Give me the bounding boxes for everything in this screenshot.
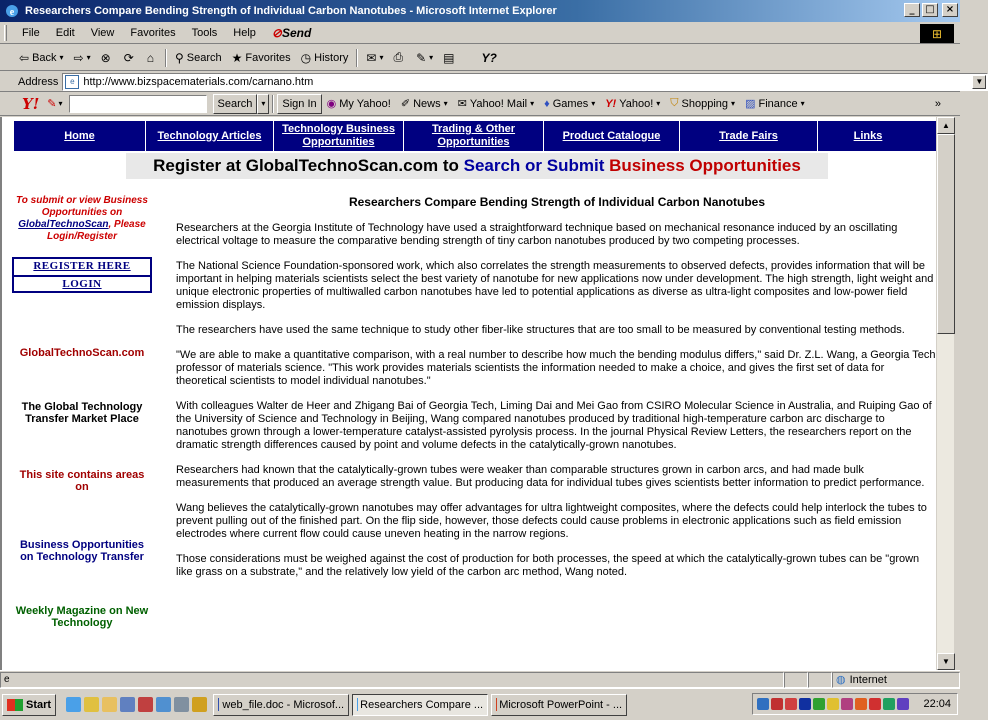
svg-text:e: e <box>9 7 15 18</box>
taskbar <box>0 688 960 720</box>
page-content <box>0 117 936 670</box>
dropdown-icon: ▾ <box>443 99 448 108</box>
yahoo-label: Yahoo! <box>619 97 654 110</box>
tray-icon[interactable] <box>757 698 769 710</box>
stop-button[interactable] <box>96 51 119 65</box>
auth-box <box>12 257 152 293</box>
nav-label: Technology Business <box>282 123 395 135</box>
address-input[interactable] <box>62 73 988 91</box>
status-bar <box>0 670 960 688</box>
send-icon: ⊘ <box>271 25 282 40</box>
more-chevron-icon[interactable]: » <box>934 97 941 110</box>
nav-technology-business-opportunities[interactable] <box>274 121 404 151</box>
window-title: Researchers Compare Bending Strength of Individual Carbon Nanotubes - Microsoft Internet Explorer <box>25 5 557 17</box>
player-quicklaunch-icon[interactable] <box>192 697 207 712</box>
dropdown-icon: ▾ <box>530 99 535 108</box>
menu-view[interactable]: View <box>90 26 115 39</box>
mail-icon: ✉ <box>457 98 467 110</box>
history-button[interactable] <box>296 51 354 65</box>
edit-button[interactable] <box>411 51 438 65</box>
address-dropdown-icon[interactable]: ▼ <box>972 75 986 89</box>
clock[interactable]: 22:04 <box>923 698 951 710</box>
print-button[interactable] <box>388 50 411 65</box>
tray-icon[interactable] <box>813 698 825 710</box>
forward-button[interactable] <box>69 51 96 65</box>
article-title: Researchers Compare Bending Strength of Individual Carbon Nanotubes <box>348 195 766 209</box>
nav-trade-fairs[interactable] <box>680 121 818 151</box>
forward-arrow-icon: ⇨ <box>73 50 84 65</box>
news-label: News <box>413 97 441 110</box>
banner-text-1: Register at GlobalTechnoScan.com to <box>153 156 464 175</box>
article-paragraph: Researchers at the Georgia Institute of Technology have used a straightforward technique based on mechanical resonance induced by an oscillating electrical voltage to measure the comparative bending strength of tiny carbon nanotubes produced by two competing processes. <box>176 222 898 247</box>
article-paragraph: "We are able to make a quantitative comparison, with a real number to describe how much the bending modulus differs," said Dr. Z.L. Wang, a Georgia Tech professor of materials science. "This work provides materials scientists the information needed to make a choice, and gives the first set of data for theoretical scientists to model individual nanotubes." <box>176 349 936 387</box>
status-panel <box>808 672 832 688</box>
site-contains-text: This site contains areas on <box>19 469 145 493</box>
yahoo-search-dropdown[interactable]: ▾ <box>257 94 269 114</box>
tray-icon[interactable] <box>883 698 895 710</box>
media-quicklaunch-icon[interactable] <box>138 697 153 712</box>
dropdown-icon: ▾ <box>379 53 384 62</box>
language-icon[interactable] <box>799 698 811 710</box>
discuss-button[interactable] <box>438 51 462 65</box>
address-bar <box>0 72 984 92</box>
page-icon: e <box>65 75 79 89</box>
article-paragraph: Those considerations must be weighed against the cost of production for both processes, the speed at which the catalytically-grown tubes can be "grown like grass on a substrate," and the relatively low yield of the carbon arc method, Wang noted. <box>176 553 920 578</box>
my-yahoo-link[interactable] <box>322 97 396 110</box>
dropdown-icon: ▾ <box>429 53 434 62</box>
yahoo-search-button[interactable]: Search <box>213 94 258 114</box>
article <box>176 195 938 591</box>
vertical-scrollbar[interactable] <box>936 117 954 670</box>
start-label: Start <box>26 698 52 711</box>
dropdown-icon: ▾ <box>656 99 661 108</box>
tagline: The Global Technology Transfer Market Place <box>21 401 143 425</box>
menu-edit[interactable]: Edit <box>55 26 75 39</box>
brand-logo[interactable] <box>12 347 152 359</box>
nav-label: Links <box>853 129 883 142</box>
my-yahoo-icon: ◉ <box>326 98 337 110</box>
article-paragraph: Researchers had known that the catalytically-grown tubes were weaker than comparable structures grown in carbon arcs, and had made bulk measurements that produced an average strength value. But producing data for individual tubes gives scientists better information to predict performance. <box>176 464 925 489</box>
nav-product-catalogue[interactable] <box>544 121 680 151</box>
shopping-link[interactable] <box>665 97 740 110</box>
site-nav <box>14 121 938 151</box>
task-label: web_file.doc - Microsof... <box>222 698 345 711</box>
send-label: Send <box>281 25 312 40</box>
toolbar-separator <box>356 49 358 67</box>
my-yahoo-label: My Yahoo! <box>339 97 391 110</box>
zone-label: Internet <box>849 673 887 686</box>
page-done-icon: e <box>4 674 10 685</box>
dropdown-icon: ▾ <box>86 53 91 62</box>
edit-icon: ✎ <box>416 50 427 65</box>
submit-notice-text: To submit or view Business Opportunities on <box>16 195 148 218</box>
tray-icon[interactable] <box>771 698 783 710</box>
banner-text-3: Business Opportunities <box>609 156 801 175</box>
home-button[interactable] <box>142 51 162 65</box>
zone-panel <box>832 672 960 688</box>
pencil-icon[interactable]: ✎ <box>47 98 57 110</box>
messenger-icon: Y? <box>481 50 497 65</box>
toolbar-grip[interactable] <box>4 25 7 41</box>
favorites-button[interactable] <box>227 51 296 65</box>
task-label: Researchers Compare ... <box>360 698 484 711</box>
folder-quicklaunch-icon[interactable] <box>102 697 117 712</box>
scroll-down-icon[interactable]: ▼ <box>937 653 955 670</box>
windows-logo-icon: ⊞ <box>920 24 954 43</box>
menu-tools[interactable]: Tools <box>191 26 218 39</box>
weekly-magazine-text[interactable]: Weekly Magazine on New Technology <box>15 605 149 629</box>
sidebar <box>12 195 152 629</box>
search-quicklaunch-icon[interactable] <box>84 697 99 712</box>
submit-notice <box>12 195 152 243</box>
article-paragraph: The National Science Foundation-sponsored work, which also correlates the strength measurements to observed defects, provides information that will be important in helping materials scientists select the best variety of nanotube for new applications now under development. The high strength, light weight and unique electronic properties of multiwalled carbon nanotubes have led to potential applications as diverse as ultra-light composites and low-power field emission displays. <box>176 260 934 311</box>
globe-icon: ◍ <box>836 674 846 686</box>
nav-label: Opportunities <box>437 136 510 148</box>
search-label: Search <box>186 51 222 64</box>
article-paragraph: Wang believes the catalytically-grown nanotubes may offer advantages for ultra lightweight composites, where the defects could help interlock the tubes to prevent pulling out of the finished part. On the flip side, however, those defects could cause problems in electronic applications such as field emission electrodes where current flow could cause uneven heating in the narrow regions. <box>176 502 927 540</box>
nav-label: Home <box>64 129 95 142</box>
mail-icon: ✉ <box>366 50 377 65</box>
menu-file[interactable]: File <box>22 26 40 39</box>
task-ie[interactable] <box>352 694 488 716</box>
news-icon: ✐ <box>400 98 411 110</box>
messenger-button[interactable] <box>477 51 505 65</box>
games-label: Games <box>552 97 589 110</box>
maximize-button[interactable]: □ <box>922 3 938 17</box>
tray-icon[interactable] <box>855 698 867 710</box>
yahoo-logo[interactable]: Y! <box>22 94 40 113</box>
task-word[interactable] <box>213 694 349 716</box>
favorites-label: Favorites <box>245 51 291 64</box>
ie-quicklaunch-icon[interactable] <box>66 697 81 712</box>
menu-help[interactable]: Help <box>233 26 256 39</box>
favorites-icon: ★ <box>231 50 243 65</box>
status-text-panel <box>0 672 784 688</box>
toolbar-separator <box>165 49 167 67</box>
login-link[interactable]: LOGIN <box>14 275 150 291</box>
brand-text: GlobalTechnoScan.com <box>19 347 145 359</box>
mail-button[interactable] <box>361 51 388 65</box>
finance-icon: ▨ <box>745 98 756 110</box>
history-icon: ◷ <box>300 50 312 65</box>
dropdown-icon: ▾ <box>59 53 64 62</box>
start-button[interactable] <box>2 694 56 716</box>
news-link[interactable] <box>396 97 453 110</box>
scroll-thumb[interactable] <box>937 134 955 334</box>
nav-trading-opportunities[interactable] <box>404 121 544 151</box>
tray-icon[interactable] <box>827 698 839 710</box>
nav-label: Technology Articles <box>157 129 262 142</box>
shopping-icon: ⛉ <box>670 97 679 109</box>
menu-send[interactable] <box>264 26 319 40</box>
status-panel <box>784 672 808 688</box>
back-label: Back <box>32 51 57 64</box>
menu-bar <box>0 22 960 44</box>
tray-icon[interactable] <box>785 698 797 710</box>
yahoo-mail-link[interactable] <box>453 97 540 110</box>
article-paragraph: With colleagues Walter de Heer and Zhigang Bai of Georgia Tech, Liming Dai and Mei Gao from CSIRO Molecular Science in Australia, and Ruiping Gao of the University of Science and Technology in Beijing, Wang compared nanotubes produced by traditional high-temperature carbon arc discharge to nanotubes grown through a lower-temperature catalyst-assisted pyrolysis process. In the journal Physical Review Letters, the researchers report on the dramatic strength differences caused by point and volume defects in the catalytically-grown nanotubes. <box>176 400 932 451</box>
yahoo-mail-label: Yahoo! Mail <box>469 97 528 110</box>
sign-in-button[interactable]: Sign In <box>277 94 321 114</box>
nav-label: Opportunities <box>302 136 375 148</box>
yahoo-icon: Y! <box>605 97 617 110</box>
nav-label: Trade Fairs <box>719 129 778 142</box>
search-button[interactable] <box>170 51 227 65</box>
yahoo-search-input[interactable] <box>69 95 207 113</box>
dropdown-icon[interactable]: ▾ <box>58 99 63 108</box>
nav-home[interactable] <box>14 121 146 151</box>
toolbar-separator <box>272 95 274 113</box>
system-tray <box>752 693 958 715</box>
stop-icon: ⊗ <box>100 50 111 65</box>
games-icon: ♦ <box>544 97 550 110</box>
tray-icon[interactable] <box>897 698 909 710</box>
address-url: http://www.bizspacematerials.com/carnano.htm <box>83 75 314 88</box>
help-quicklaunch-icon[interactable] <box>156 697 171 712</box>
shopping-label: Shopping <box>681 97 729 110</box>
app-quicklaunch-icon[interactable] <box>120 697 135 712</box>
history-label: History <box>314 51 349 64</box>
games-link[interactable] <box>539 98 600 110</box>
yahoo-toolbar <box>0 92 960 116</box>
tray-icon[interactable] <box>869 698 881 710</box>
banner-text-2: Search or Submit <box>463 156 610 175</box>
close-button[interactable]: × <box>942 3 958 17</box>
submit-notice-text: , Please Login/Register <box>46 219 146 242</box>
discuss-icon: ▤ <box>443 50 455 65</box>
title-bar <box>0 0 960 22</box>
menu-favorites[interactable]: Favorites <box>130 26 176 39</box>
nav-label: Trading & Other <box>431 123 516 135</box>
search-icon: ⚲ <box>175 50 184 65</box>
nav-label: Product Catalogue <box>562 129 661 142</box>
article-paragraph: The researchers have used the same technique to study other fiber-like structures that are too small to be measured by conventional testing methods. <box>176 324 905 336</box>
home-icon: ⌂ <box>146 50 154 65</box>
internet-explorer-icon <box>4 3 20 19</box>
mail-quicklaunch-icon[interactable] <box>174 697 189 712</box>
windows-flag-icon <box>7 699 23 711</box>
dropdown-icon: ▾ <box>731 99 736 108</box>
nav-links[interactable] <box>818 121 918 151</box>
dropdown-icon: ▾ <box>800 99 805 108</box>
address-label: Address <box>18 75 59 88</box>
task-label: Microsoft PowerPoint - ... <box>499 698 623 711</box>
minimize-button[interactable]: _ <box>904 3 920 17</box>
quick-launch <box>66 697 207 712</box>
scroll-up-icon[interactable]: ▲ <box>937 117 955 134</box>
tray-icon[interactable] <box>841 698 853 710</box>
word-icon <box>218 698 219 711</box>
yahoo-link[interactable] <box>600 98 665 110</box>
nav-technology-articles[interactable] <box>146 121 274 151</box>
business-opportunities-text[interactable]: Business Opportunities on Technology Transfer <box>19 539 145 563</box>
register-banner[interactable] <box>126 153 828 179</box>
refresh-icon: ⟳ <box>123 50 134 65</box>
task-powerpoint[interactable] <box>491 694 627 716</box>
back-button[interactable] <box>14 51 69 65</box>
finance-link[interactable] <box>740 97 810 110</box>
back-arrow-icon: ⇦ <box>19 50 30 65</box>
dropdown-icon: ▾ <box>591 99 596 108</box>
refresh-button[interactable] <box>119 51 142 65</box>
register-here-link[interactable]: REGISTER HERE <box>33 260 131 272</box>
finance-label: Finance <box>758 97 798 110</box>
standard-toolbar <box>0 45 960 71</box>
globaltechnoscan-link[interactable]: GlobalTechnoScan <box>18 219 109 230</box>
print-icon: ⎙ <box>393 50 404 64</box>
